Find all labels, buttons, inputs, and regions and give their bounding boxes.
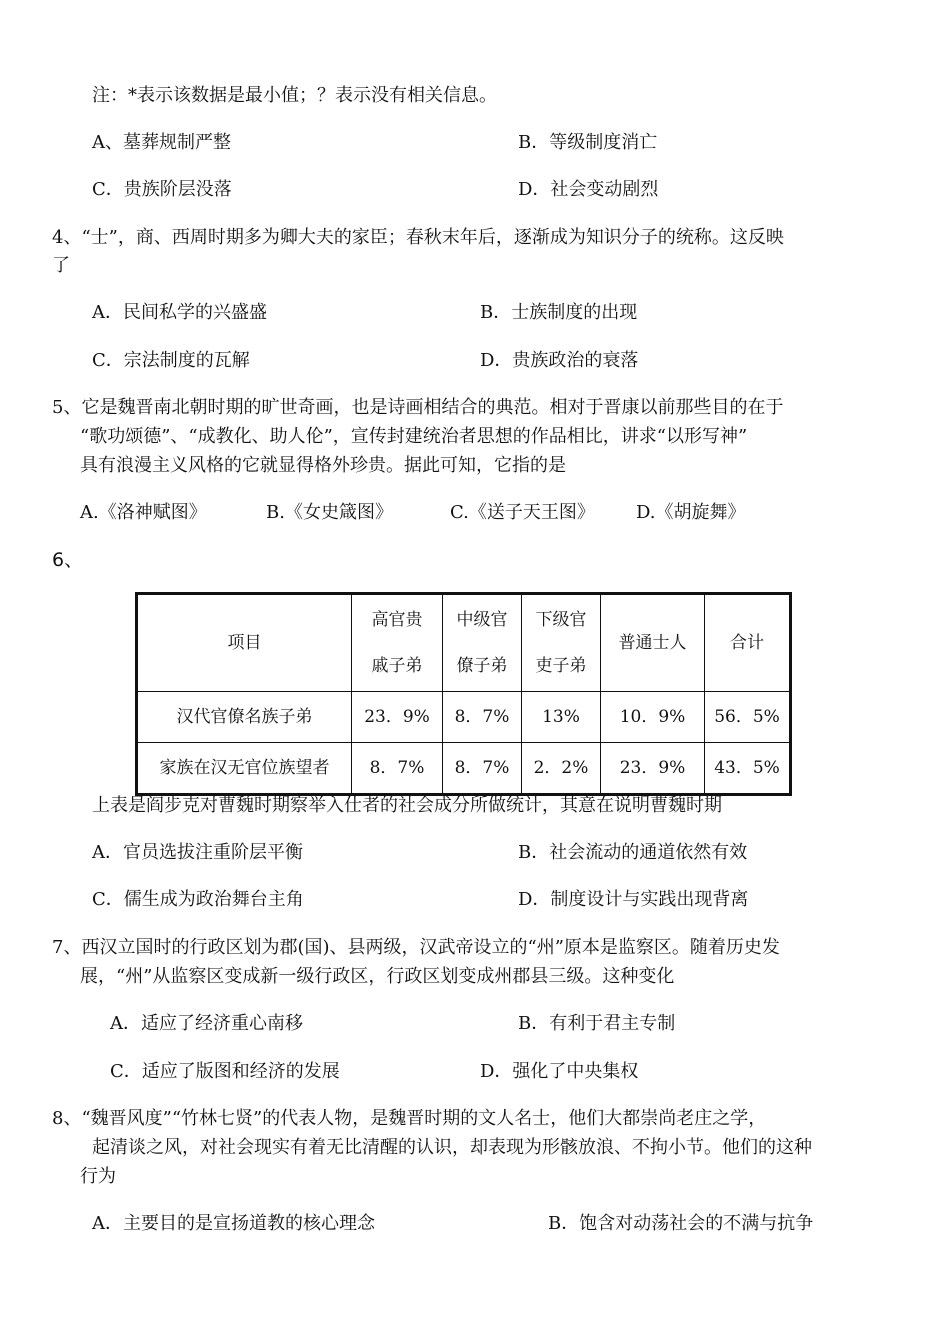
header-item: 项目 bbox=[137, 594, 352, 692]
header-commoner-scholars: 普通士人 bbox=[601, 594, 705, 692]
header-middle-officials: 中级官 僚子弟 bbox=[443, 594, 522, 692]
q4-stem-line2: 了 bbox=[52, 255, 70, 276]
table-cell: 汉代官僚名族子弟 bbox=[137, 692, 352, 743]
q3-option-d: D．社会变动剧烈 bbox=[518, 179, 659, 200]
table-cell: 23．9% bbox=[601, 743, 705, 795]
q5-stem-line3: 具有浪漫主义风格的它就显得格外珍贵。据此可知，它指的是 bbox=[80, 455, 566, 476]
q8-stem-line1: 8、“魏晋风度”“竹林七贤”的代表人物，是魏晋时期的文人名士，他们大都崇尚老庄之学， bbox=[52, 1108, 767, 1129]
q8-option-a: A．主要目的是宣扬道教的核心理念 bbox=[92, 1213, 375, 1234]
q3-option-c: C．贵族阶层没落 bbox=[92, 179, 232, 200]
q3-option-b: B．等级制度消亡 bbox=[518, 132, 658, 153]
header-senior-officials: 高官贵 戚子弟 bbox=[352, 594, 443, 692]
q7-option-a: A．适应了经济重心南移 bbox=[110, 1013, 303, 1034]
q7-option-c: C．适应了版图和经济的发展 bbox=[110, 1061, 340, 1082]
table-cell: 2．2% bbox=[522, 743, 601, 795]
header-total: 合计 bbox=[705, 594, 791, 692]
q5-option-d: D.《胡旋舞》 bbox=[636, 502, 746, 523]
q7-stem-line1: 7、西汉立国时的行政区划为郡(国)、县两级，汉武帝设立的“州”原本是监察区。随着历史发 bbox=[52, 937, 780, 958]
note-line: 注：*表示该数据是最小值；？表示没有相关信息。 bbox=[92, 85, 497, 106]
table-cell: 43．5% bbox=[705, 743, 791, 795]
q4-option-b: B．士族制度的出现 bbox=[480, 302, 638, 323]
q6-option-d: D．制度设计与实践出现背离 bbox=[518, 889, 749, 910]
table-cell: 56．5% bbox=[705, 692, 791, 743]
q6-caption: 上表是阎步克对曹魏时期察举入仕者的社会成分所做统计，其意在说明曹魏时期 bbox=[92, 795, 722, 816]
q6-option-c: C．儒生成为政治舞台主角 bbox=[92, 889, 304, 910]
q7-option-d: D．强化了中央集权 bbox=[480, 1061, 639, 1082]
q5-option-c: C.《送子天王图》 bbox=[450, 502, 595, 523]
q8-option-b: B．饱含对动荡社会的不满与抗争 bbox=[548, 1213, 814, 1234]
q4-option-c: C．宗法制度的瓦解 bbox=[92, 350, 250, 371]
q6-option-a: A．官员选拔注重阶层平衡 bbox=[92, 842, 303, 863]
header-junior-officials: 下级官 吏子弟 bbox=[522, 594, 601, 692]
table-header-row bbox=[137, 594, 791, 692]
q5-stem-line1: 5、它是魏晋南北朝时期的旷世奇画，也是诗画相结合的典范。相对于晋康以前那些目的在于 bbox=[52, 397, 784, 418]
table-row bbox=[137, 692, 791, 743]
table-cell: 家族在汉无官位族望者 bbox=[137, 743, 352, 795]
q7-option-b: B．有利于君主专制 bbox=[518, 1013, 676, 1034]
q4-stem-line1: 4、“士”，商、西周时期多为卿大夫的家臣；春秋末年后，逐渐成为知识分子的统称。这反映 bbox=[52, 227, 784, 248]
table-cell: 8．7% bbox=[443, 692, 522, 743]
q5-stem-line2: “歌功颂德”、“成教化、助人伦”，宣传封建统治者思想的作品相比，讲求“以形写神” bbox=[80, 426, 748, 447]
q7-stem-line2: 展，“州”从监察区变成新一级行政区，行政区划变成州郡县三级。这种变化 bbox=[80, 966, 675, 987]
table-cell: 23．9% bbox=[352, 692, 443, 743]
table-cell: 10．9% bbox=[601, 692, 705, 743]
q6-option-b: B．社会流动的通道依然有效 bbox=[518, 842, 748, 863]
q8-stem-line3: 行为 bbox=[80, 1166, 116, 1187]
q4-option-a: A．民间私学的兴盛盛 bbox=[92, 302, 267, 323]
table-cell: 8．7% bbox=[352, 743, 443, 795]
q6-data-table bbox=[135, 592, 792, 796]
q5-option-a: A.《洛神赋图》 bbox=[80, 502, 207, 523]
table-cell: 13% bbox=[522, 692, 601, 743]
q3-option-a: A、墓葬规制严整 bbox=[92, 132, 231, 153]
q8-stem-line2: 起清谈之风，对社会现实有着无比清醒的认识，却表现为形骸放浪、不拘小节。他们的这种 bbox=[92, 1137, 812, 1158]
table-cell: 8．7% bbox=[443, 743, 522, 795]
q4-option-d: D．贵族政治的衰落 bbox=[480, 350, 639, 371]
q6-number: 6、 bbox=[52, 549, 84, 571]
table-row bbox=[137, 743, 791, 795]
q5-option-b: B.《女史箴图》 bbox=[266, 502, 393, 523]
